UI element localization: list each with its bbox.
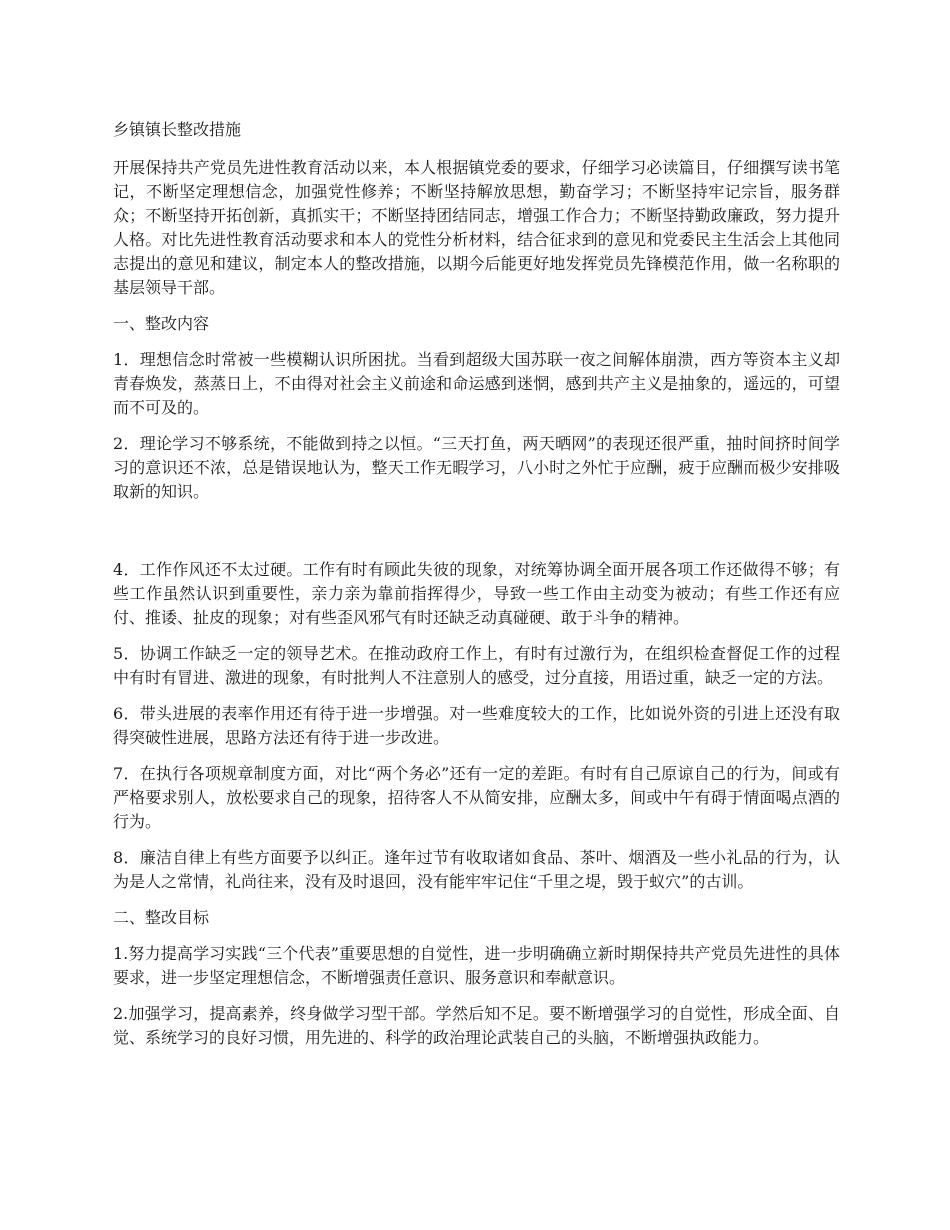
intro-paragraph: 开展保持共产党员先进性教育活动以来，本人根据镇党委的要求，仔细学习必读篇目，仔细撰写读书笔记，不断坚定理想信念，加强党性修养；不断坚持解放思想，勤奋学习；不断坚持牢记宗旨，服务群众；不断坚持开拓创新，真抓实干；不断坚持团结同志，增强工作合力；不断坚持勤政廉政，努力提升人格。对比先进性教育活动要求和本人的党性分析材料，结合征求到的意见和党委民主生活会上其他同志提出的意见和建议，制定本人的整改措施，以期今后能更好地发挥党员先锋模范作用，做一名称职的基层领导干部。 [113,158,840,297]
content-item-1: 1．理想信念时常被一些模糊认识所困扰。当看到超级大国苏联一夜之间解体崩溃，西方等资本主义却青春焕发，蒸蒸日上，不由得对社会主义前途和命运感到迷惘，感到共产主义是抽象的，遥远的，可望而不可及的。 [113,350,840,417]
content-item-5: 5．协调工作缺乏一定的领导艺术。在推动政府工作上，有时有过激行为，在组织检查督促工作的过程中有时有冒进、激进的现象，有时批判人不注意别人的感受，过分直接，用语过重，缺乏一定的方法。 [113,644,840,687]
content-item-6: 6．带头进展的表率作用还有待于进一步增强。对一些难度较大的工作，比如说外资的引进上还没有取得突破性进展，思路方法还有待于进一步改进。 [113,704,840,747]
content-item-2: 2．理论学习不够系统，不能做到持之以恒。“三天打鱼，两天晒网”的表现还很严重，抽时间挤时间学习的意识还不浓，总是错误地认为，整天工作无暇学习，八小时之外忙于应酬，疲于应酬而极少安排吸取新的知识。 [113,434,840,501]
document-page [113,118,840,1062]
content-item-8: 8．廉洁自律上有些方面要予以纠正。逢年过节有收取诸如食品、茶叶、烟酒及一些小礼品的行为，认为是人之常情，礼尚往来，没有及时退回，没有能牢牢记住“千里之堤，毁于蚁穴”的古训。 [113,848,840,891]
blank-gap [113,516,840,558]
goal-item-2: 2.加强学习，提高素养，终身做学习型干部。学然后知不足。要不断增强学习的自觉性，形成全面、自觉、系统学习的良好习惯，用先进的、科学的政治理论武装自己的头脑，不断增强执政能力。 [113,1004,840,1047]
document-title: 乡镇镇长整改措施 [113,120,242,139]
section-heading-rectification-content: 一、整改内容 [113,314,210,333]
content-item-7: 7．在执行各项规章制度方面，对比“两个务必”还有一定的差距。有时有自己原谅自己的行为，间或有严格要求别人，放松要求自己的现象，招待客人不从简安排，应酬太多，间或中午有碍于情面喝点酒的行为。 [113,764,840,831]
section-heading-rectification-goals: 二、整改目标 [113,908,210,927]
goal-item-1: 1.努力提高学习实践“三个代表”重要思想的自觉性，进一步明确确立新时期保持共产党员先进性的具体要求，进一步坚定理想信念，不断增强责任意识、服务意识和奉献意识。 [113,944,840,987]
content-item-4: 4．工作作风还不太过硬。工作有时有顾此失彼的现象，对统筹协调全面开展各项工作还做得不够；有些工作虽然认识到重要性，亲力亲为靠前指挥得少，导致一些工作由主动变为被动；有些工作还有应付、推诿、扯皮的现象；对有些歪风邪气有时还缺乏动真碰硬、敢于斗争的精神。 [113,560,840,627]
